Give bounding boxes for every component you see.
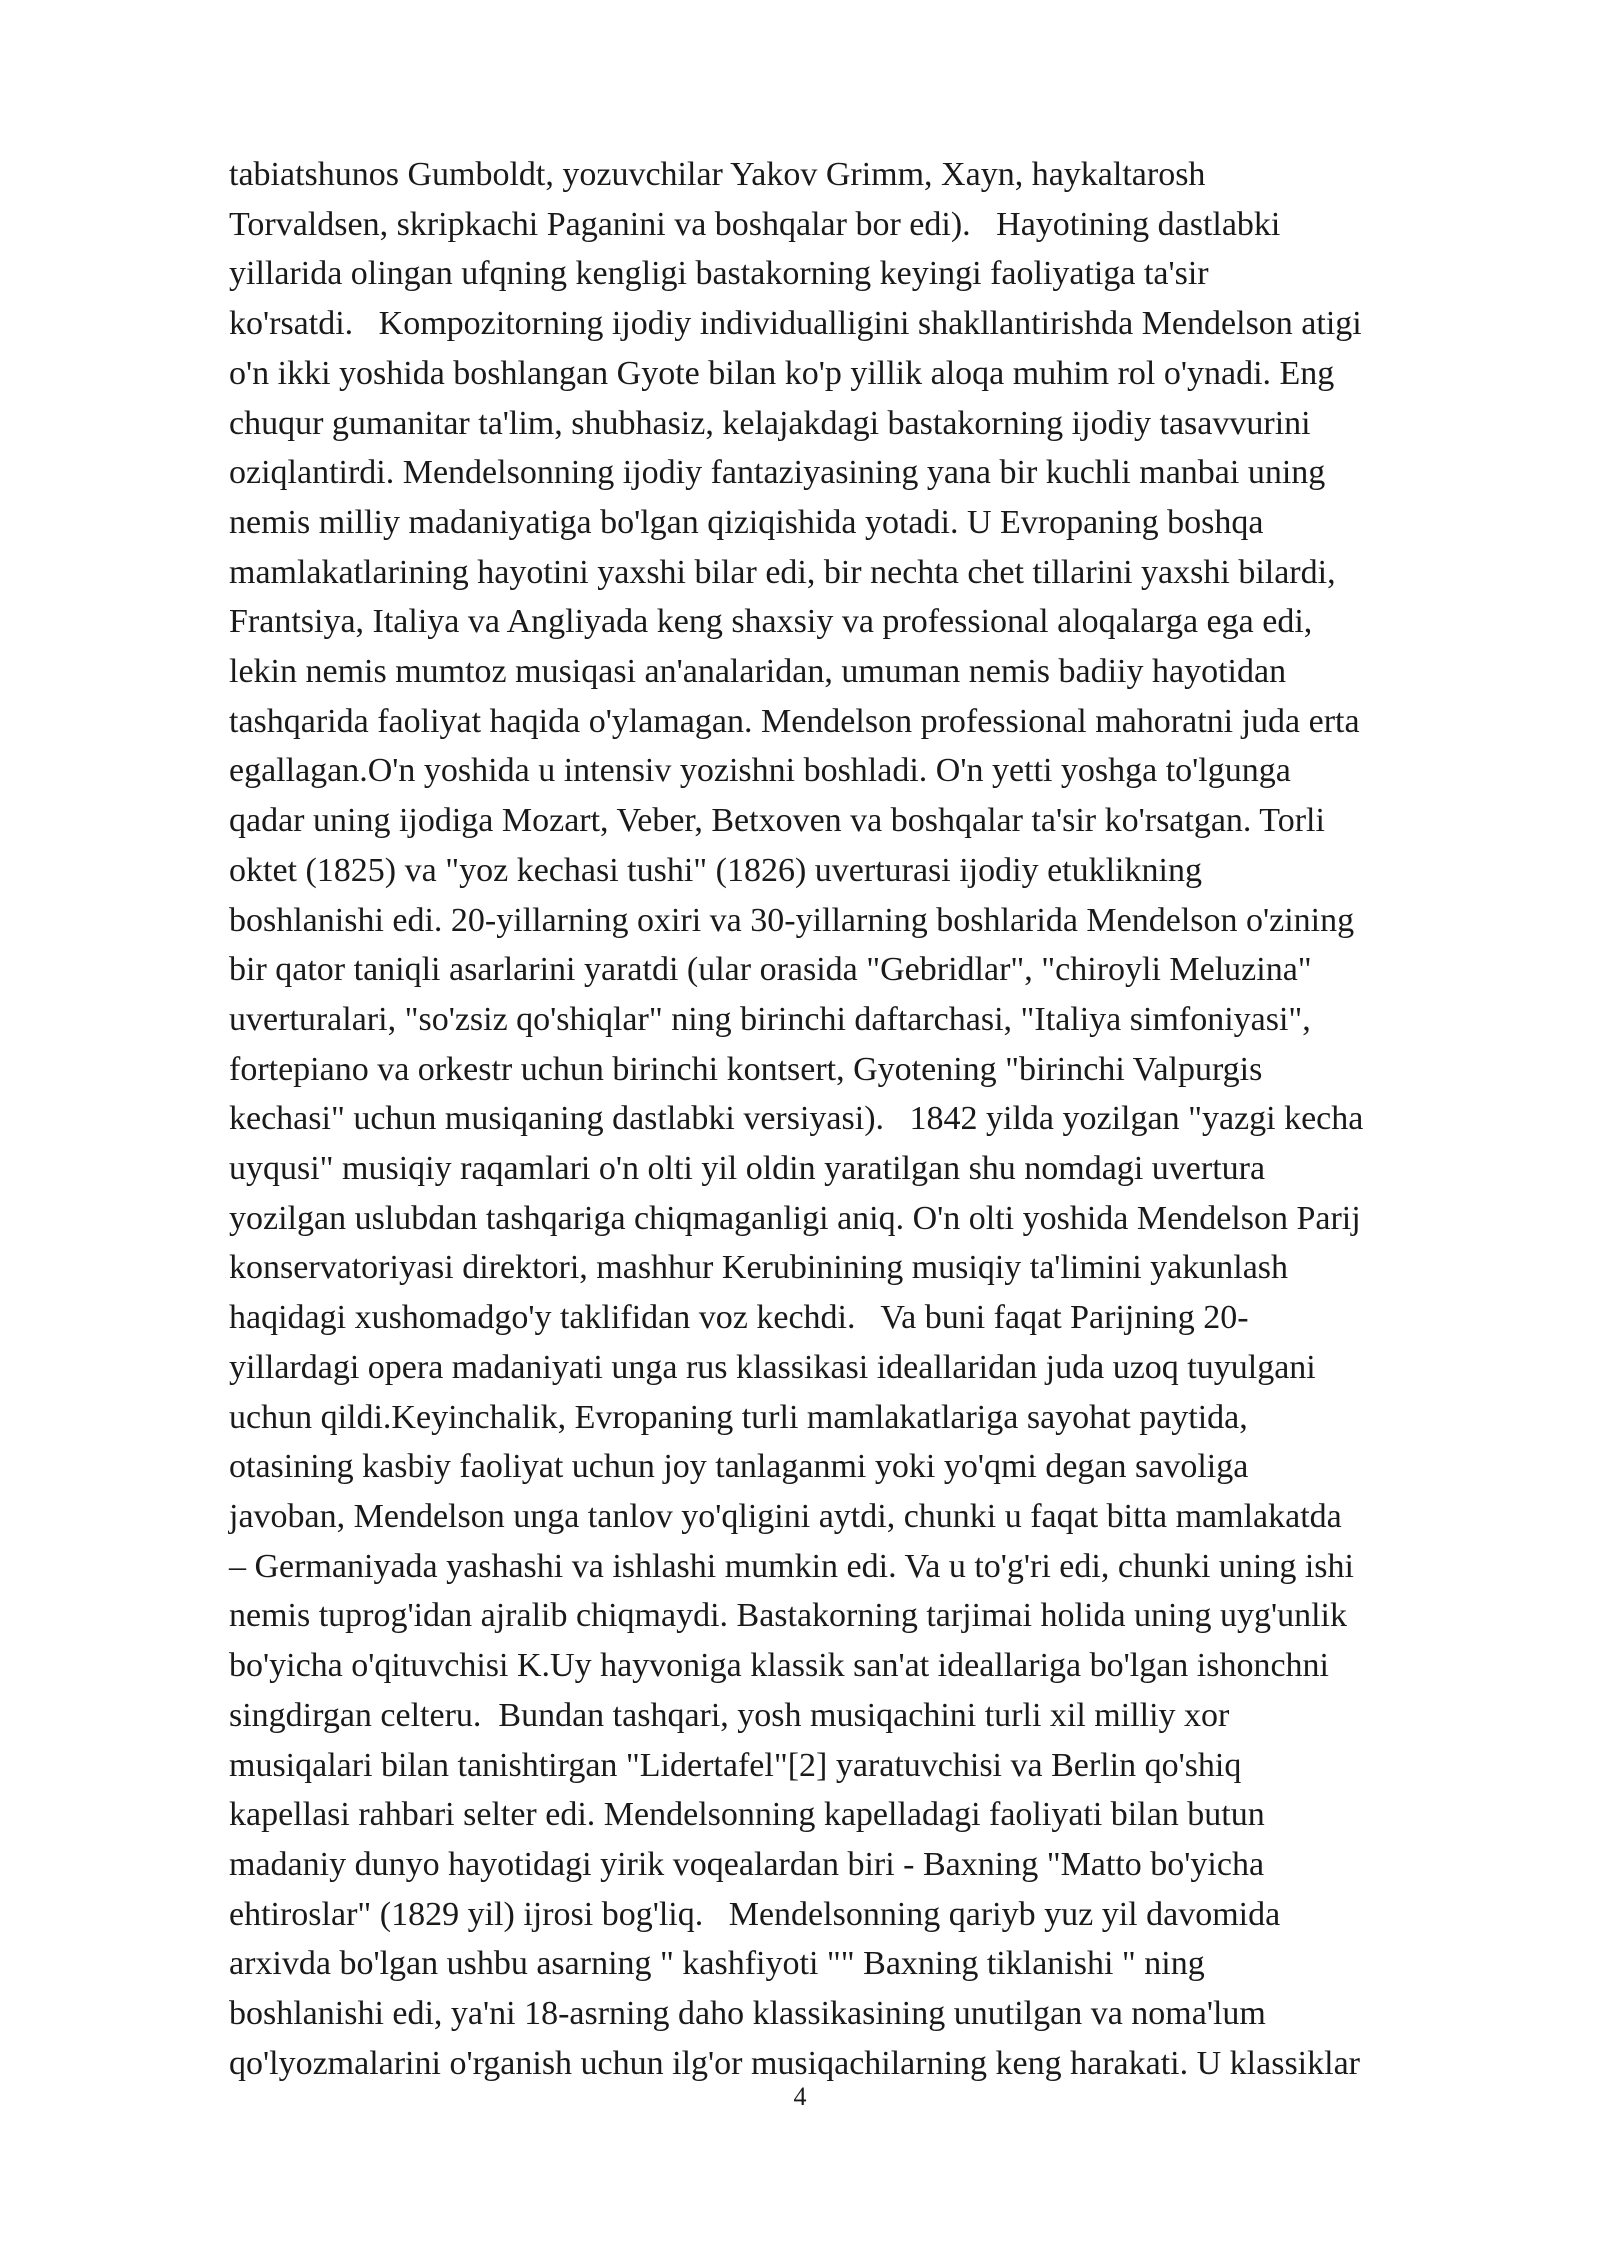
text-line: fortepiano va orkestr uchun birinchi kontsert, Gyotening "birinchi Valpurgis xyxy=(229,1050,1263,1088)
text-line: uchun qildi.Keyinchalik, Evropaning turli mamlakatlariga sayohat paytida, xyxy=(229,1398,1248,1436)
text-line: egallagan.O'n yoshida u intensiv yozishni boshladi. O'n yetti yoshga to'lgunga xyxy=(229,752,1291,790)
text-line: mamlakatlarining hayotini yaxshi bilar edi, bir nechta chet tillarini yaxshi bilardi, xyxy=(229,553,1336,591)
text-line: oziqlantirdi. Mendelsonning ijodiy fantaziyasining yana bir kuchli manbai uning xyxy=(229,454,1326,492)
text-line: chuqur gumanitar ta'lim, shubhasiz, kelajakdagi bastakorning ijodiy tasavvurini xyxy=(229,404,1311,442)
text-line: haqidagi xushomadgo'y taklifidan voz kechdi. Va buni faqat Parijning 20- xyxy=(229,1299,1249,1337)
text-line: nemis tuprog'idan ajralib chiqmaydi. Bastakorning tarjimai holida uning uyg'unlik xyxy=(229,1597,1347,1635)
text-line: yillardagi opera madaniyati unga rus klassikasi ideallaridan juda uzoq tuyulgani xyxy=(229,1348,1316,1386)
text-line: ko'rsatdi. Kompozitorning ijodiy individualligini shakllantirishda Mendelson atigi xyxy=(229,305,1362,343)
text-line: tashqarida faoliyat haqida o'ylamagan. Mendelson professional mahoratni juda erta xyxy=(229,702,1360,740)
text-line: nemis milliy madaniyatiga bo'lgan qiziqishida yotadi. U Evropaning boshqa xyxy=(229,503,1264,541)
text-line: javoban, Mendelson unga tanlov yo'qligini aytdi, chunki u faqat bitta mamlakatda xyxy=(229,1497,1342,1535)
text-line: yillarida olingan ufqning kengligi bastakorning keyingi faoliyatiga ta'sir xyxy=(229,255,1209,293)
text-line: qo'lyozmalarini o'rganish uchun ilg'or musiqachilarning keng harakati. U klassiklar xyxy=(229,2044,1360,2082)
body-text xyxy=(229,150,1509,2088)
text-line: Frantsiya, Italiya va Angliyada keng shaxsiy va professional aloqalarga ega edi, xyxy=(229,603,1313,641)
text-line: – Germaniyada yashashi va ishlashi mumkin edi. Va u to'g'ri edi, chunki uning ishi xyxy=(229,1547,1354,1585)
text-line: lekin nemis mumtoz musiqasi an'analaridan, umuman nemis badiiy hayotidan xyxy=(229,653,1287,691)
text-line: Torvaldsen, skripkachi Paganini va boshqalar bor edi). Hayotining dastlabki xyxy=(229,205,1281,243)
text-line: singdirgan celteru. Bundan tashqari, yosh musiqachini turli xil milliy xor xyxy=(229,1696,1230,1734)
text-line: uverturalari, "so'zsiz qo'shiqlar" ning birinchi daftarchasi, "Italiya simfoniyasi", xyxy=(229,1000,1311,1038)
text-line: kapellasi rahbari selter edi. Mendelsonning kapelladagi faoliyati bilan butun xyxy=(229,1796,1265,1834)
text-line: oktet (1825) va "yoz kechasi tushi" (1826) uverturasi ijodiy etuklikning xyxy=(229,851,1202,889)
page-number: 4 xyxy=(793,2082,807,2111)
text-line: boshlanishi edi. 20-yillarning oxiri va 30-yillarning boshlarida Mendelson o'zining xyxy=(229,901,1355,939)
text-line: o'n ikki yoshida boshlangan Gyote bilan ko'p yillik aloqa muhim rol o'ynadi. Eng xyxy=(229,354,1335,392)
text-line: kechasi" uchun musiqaning dastlabki versiyasi). 1842 yilda yozilgan "yazgi kecha xyxy=(229,1100,1364,1138)
text-line: qadar uning ijodiga Mozart, Veber, Betxoven va boshqalar ta'sir ko'rsatgan. Torli xyxy=(229,802,1325,840)
text-line: yozilgan uslubdan tashqariga chiqmaganligi aniq. O'n olti yoshida Mendelson Parij xyxy=(229,1199,1361,1237)
text-line: uyqusi" musiqiy raqamlari o'n olti yil oldin yaratilgan shu nomdagi uvertura xyxy=(229,1150,1266,1188)
text-line: madaniy dunyo hayotidagi yirik voqealardan biri - Baxning "Matto bo'yicha xyxy=(229,1845,1265,1883)
text-line: bo'yicha o'qituvchisi K.Uy hayvoniga klassik san'at ideallariga bo'lgan ishonchni xyxy=(229,1647,1330,1685)
text-line: otasining kasbiy faoliyat uchun joy tanlaganmi yoki yo'qmi degan savoliga xyxy=(229,1448,1249,1486)
text-line: musiqalari bilan tanishtirgan "Lidertafel"[2] yaratuvchisi va Berlin qo'shiq xyxy=(229,1746,1242,1784)
text-line: konservatoriyasi direktori, mashhur Kerubinining musiqiy ta'limini yakunlash xyxy=(229,1249,1289,1287)
text-line: arxivda bo'lgan ushbu asarning " kashfiyoti "" Baxning tiklanishi " ning xyxy=(229,1945,1205,1983)
text-line: boshlanishi edi, ya'ni 18-asrning daho klassikasining unutilgan va noma'lum xyxy=(229,1995,1266,2033)
text-line: tabiatshunos Gumboldt, yozuvchilar Yakov Grimm, Xayn, haykaltarosh xyxy=(229,156,1206,193)
text-line: ehtiroslar" (1829 yil) ijrosi bog'liq. Mendelsonning qariyb yuz yil davomida xyxy=(229,1895,1281,1933)
text-line: bir qator taniqli asarlarini yaratdi (ular orasida "Gebridlar", "chiroyli Meluzina" xyxy=(229,951,1312,989)
